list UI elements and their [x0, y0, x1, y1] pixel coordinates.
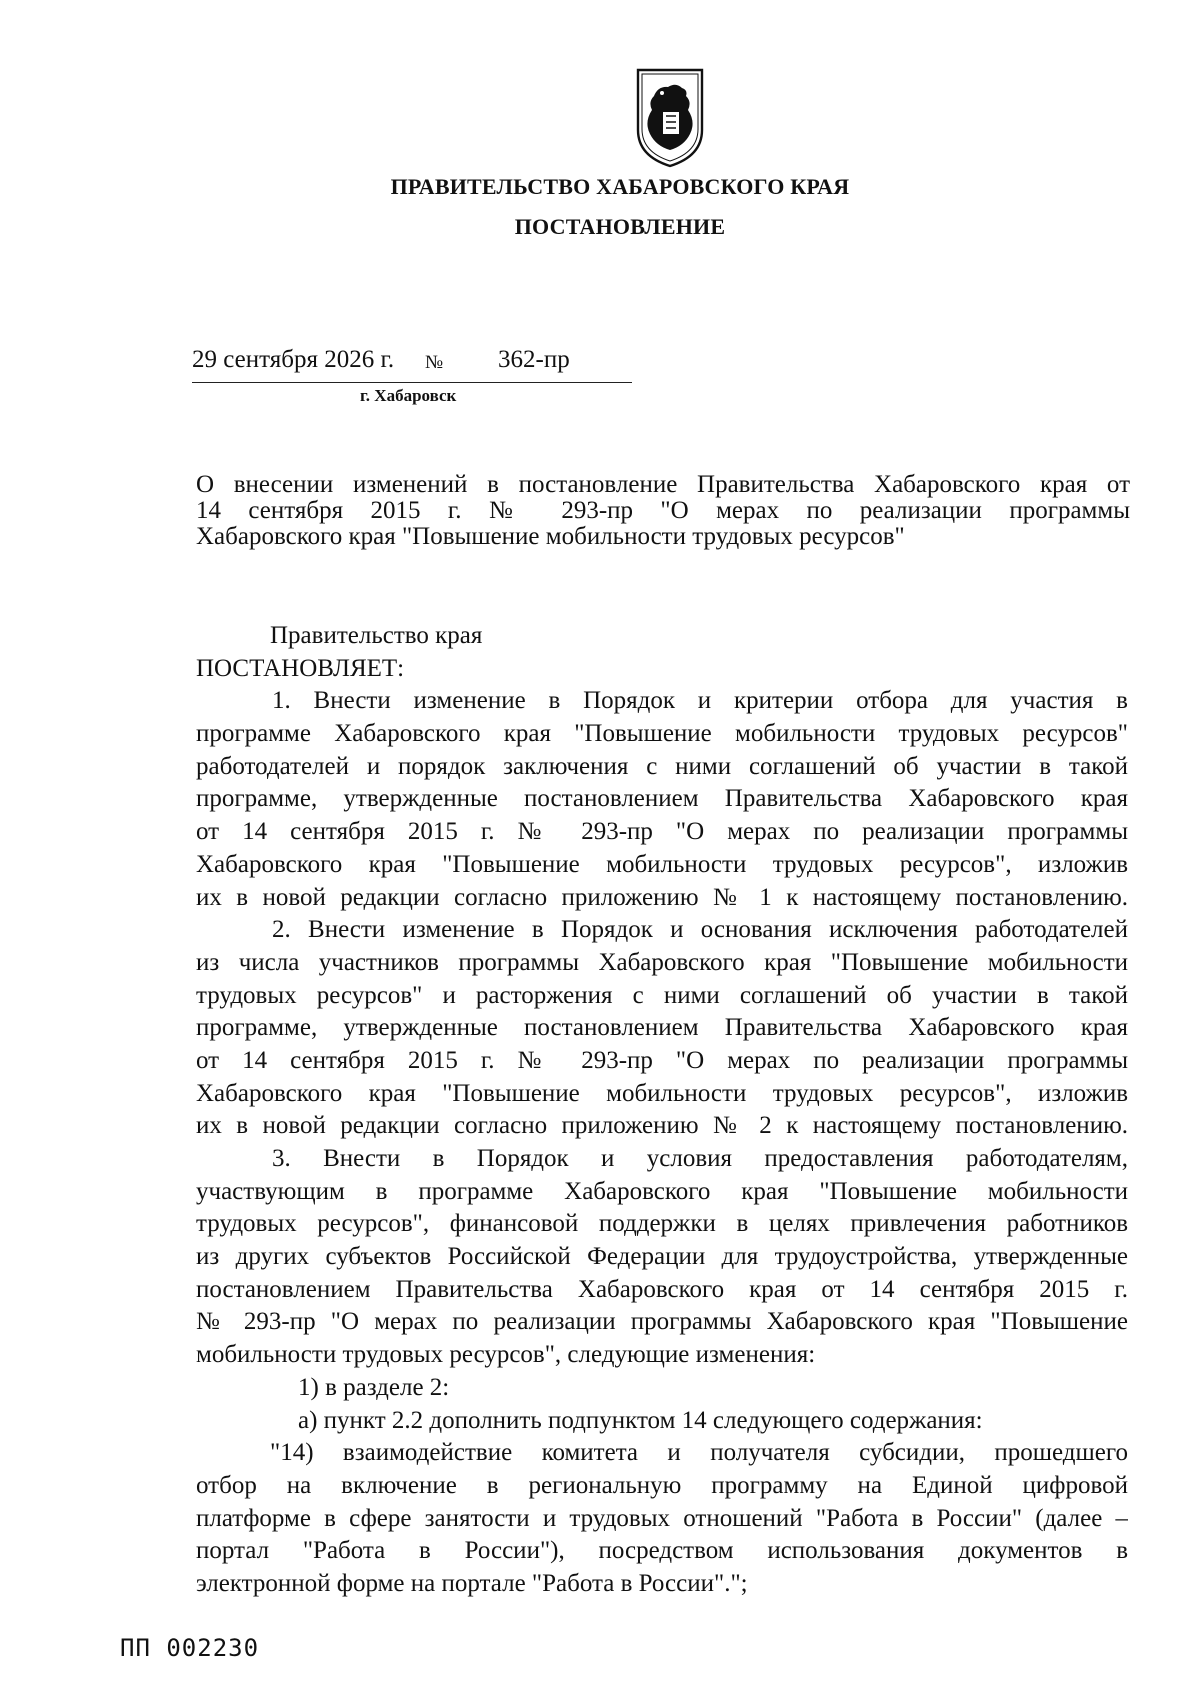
paragraph-2-line: Хабаровского края "Повышение мобильности трудовых ресурсов", изложив — [196, 1079, 1128, 1107]
document-title — [196, 472, 1130, 550]
title-line: О внесении изменений в постановление Правительства Хабаровского края от — [196, 472, 1130, 498]
paragraph-1-line: их в новой редакции согласно приложению № 1 к настоящему постановлению. — [196, 883, 1128, 911]
paragraph-3-line: № 293-пр "О мерах по реализации программы Хабаровского края "Повышение — [196, 1308, 1128, 1336]
paragraph-1-line: 1. Внести изменение в Порядок и критерии отбора для участия в — [272, 687, 1128, 715]
paragraph-3-line: постановлением Правительства Хабаровского края от 14 сентября 2015 г. — [196, 1275, 1128, 1303]
document-number: 362-пр — [498, 346, 570, 373]
paragraph-3-line: из других субъектов Российской Федерации для трудоустройства, утвержденные — [196, 1243, 1128, 1271]
paragraph-1-line: программе, утвержденные постановлением Правительства Хабаровского края — [196, 785, 1128, 813]
document-type: ПОСТАНОВЛЕНИЕ — [514, 214, 726, 239]
paragraph-2-line: программе, утвержденные постановлением Правительства Хабаровского края — [196, 1014, 1128, 1042]
intro-line: Правительство края — [270, 622, 483, 649]
paragraph-3-line: 3. Внести в Порядок и условия предоставления работодателям, — [272, 1145, 1128, 1172]
paragraph-2-line: от 14 сентября 2015 г. № 293-пр "О мерах по реализации программы — [196, 1046, 1128, 1074]
quote-line: электронной форме на портале "Работа в России"."; — [196, 1569, 748, 1597]
paragraph-1-line: работодателей и порядок заключения с ними соглашений об участии в такой — [196, 752, 1128, 780]
paragraph-1-line: программе Хабаровского края "Повышение мобильности трудовых ресурсов" — [196, 720, 1128, 748]
paragraph-2-line: 2. Внести изменение в Порядок и основания исключения работодателей — [272, 916, 1128, 944]
document-body — [196, 620, 1128, 1601]
quote-line: портал "Работа в России"), посредством использования документов в — [196, 1537, 1128, 1565]
number-sign: № — [425, 352, 444, 373]
resolves-line: ПОСТАНОВЛЯЕТ: — [196, 654, 405, 682]
quote-line: отбор на включение в региональную программу на Единой цифровой — [196, 1471, 1128, 1499]
date-underline — [192, 382, 632, 383]
paragraph-2-line: их в новой редакции согласно приложению № 2 к настоящему постановлению. — [196, 1112, 1128, 1140]
paragraph-3-line: мобильности трудовых ресурсов", следующие изменения: — [196, 1341, 816, 1369]
paragraph-3-line: участвующим в программе Хабаровского края "Повышение мобильности — [196, 1177, 1128, 1205]
paragraph-1-line: Хабаровского края "Повышение мобильности трудовых ресурсов", изложив — [196, 850, 1128, 878]
paragraph-2-line: трудовых ресурсов" и расторжения с ними соглашений об участии в такой — [196, 981, 1128, 1009]
form-code: ПП 002230 — [120, 1634, 260, 1662]
document-date: 29 сентября 2026 г. — [192, 346, 395, 373]
date-number-line — [192, 346, 632, 386]
coat-of-arms-emblem — [624, 66, 716, 170]
quote-line: платформе в сфере занятости и трудовых отношений "Работа в России" (далее – — [196, 1504, 1128, 1532]
title-line: Хабаровского края "Повышение мобильности трудовых ресурсов" — [196, 523, 905, 550]
paragraph-2-line: из числа участников программы Хабаровского края "Повышение мобильности — [196, 948, 1128, 976]
subitem-line: 1) в разделе 2: — [298, 1373, 450, 1401]
paragraph-3-line: трудовых ресурсов", финансовой поддержки в целях привлечения работников — [196, 1210, 1128, 1238]
title-line: 14 сентября 2015 г. № 293-пр "О мерах по реализации программы — [196, 498, 1130, 524]
quote-line: "14) взаимодействие комитета и получателя субсидии, прошедшего — [270, 1439, 1128, 1467]
city: г. Хабаровск — [360, 386, 457, 405]
paragraph-1-line: от 14 сентября 2015 г. № 293-пр "О мерах по реализации программы — [196, 818, 1128, 846]
subitem-line: а) пункт 2.2 дополнить подпунктом 14 следующего содержания: — [298, 1406, 983, 1434]
organization-name: ПРАВИТЕЛЬСТВО ХАБАРОВСКОГО КРАЯ — [390, 174, 850, 199]
